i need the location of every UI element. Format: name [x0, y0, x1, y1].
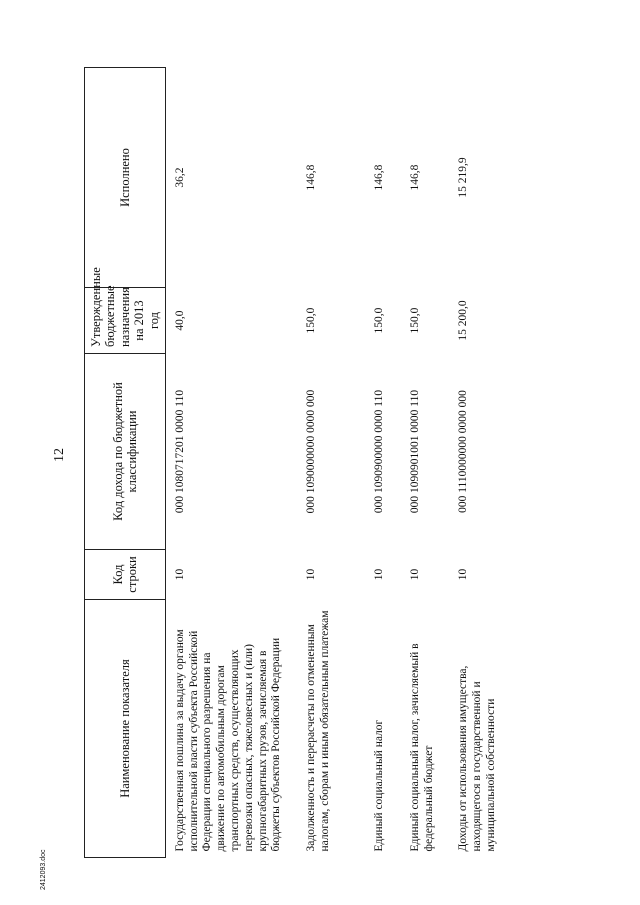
header-line-code: Код строки — [85, 550, 166, 600]
budget-table — [84, 67, 510, 858]
row-approved: 150,0 — [409, 307, 422, 334]
row-line-code: 10 — [409, 568, 422, 581]
row-name: Доходы от использования имущества, находящегося в государственной и муниципальной собственности — [457, 665, 497, 852]
rotated-table-area — [84, 68, 510, 858]
row-name: Единый социальный налог — [373, 719, 386, 852]
row-income-code: 000 1110000000 0000 000 — [457, 390, 470, 513]
header-name: Наименование показателя — [85, 600, 166, 858]
row-line-code: 10 — [373, 568, 386, 581]
header-income-code: Код дохода по бюджетной классификации — [85, 354, 166, 550]
row-name: Единый социальный налог, зачисляемый в федеральный бюджет — [409, 643, 436, 852]
row-executed: 15 219,9 — [457, 157, 470, 198]
row-line-code: 10 — [305, 568, 318, 581]
row-income-code: 000 1090900000 0000 110 — [373, 389, 386, 514]
row-line-code: 10 — [173, 568, 186, 581]
row-income-code: 000 1080717201 0000 110 — [173, 389, 186, 514]
row-approved: 40,0 — [173, 310, 186, 331]
row-name: Государственная пошлина за выдачу органом исполнительной власти субъекта Российской Федерации специального разрешения на движение по автомобильным дорогам транспортных средств, осуществляющих перевозки опасных, тяжеловесных и (или) крупногабаритных грузов, зачисляемая в бюджеты субъектов Российской Федерации — [173, 629, 283, 852]
header-executed: Исполнено — [85, 68, 166, 288]
row-approved: 150,0 — [305, 307, 318, 334]
header-approved: Утвержденные бюджетные назначения на 2013 год — [85, 288, 166, 354]
row-executed: 146,8 — [409, 164, 422, 191]
row-line-code: 10 — [457, 568, 470, 581]
table-header-row — [85, 68, 166, 858]
row-executed: 36,2 — [173, 167, 186, 188]
row-income-code: 000 1090000000 0000 000 — [305, 389, 318, 514]
table-row — [401, 68, 449, 858]
page-number: 12 — [52, 448, 67, 462]
row-approved: 15 200,0 — [457, 300, 470, 341]
table-row — [449, 68, 510, 858]
row-executed: 146,8 — [373, 164, 386, 191]
table-row — [365, 68, 401, 858]
row-executed: 146,8 — [305, 164, 318, 191]
row-income-code: 000 1090901001 0000 110 — [409, 389, 422, 514]
table-row — [165, 68, 297, 858]
row-name: Задолженность и перерасчеты по отмененным налогам, сборам и иным обязательным платежам — [305, 610, 332, 852]
table-row — [297, 68, 365, 858]
file-name: 2412093.doc — [40, 849, 47, 890]
row-approved: 150,0 — [373, 307, 386, 334]
